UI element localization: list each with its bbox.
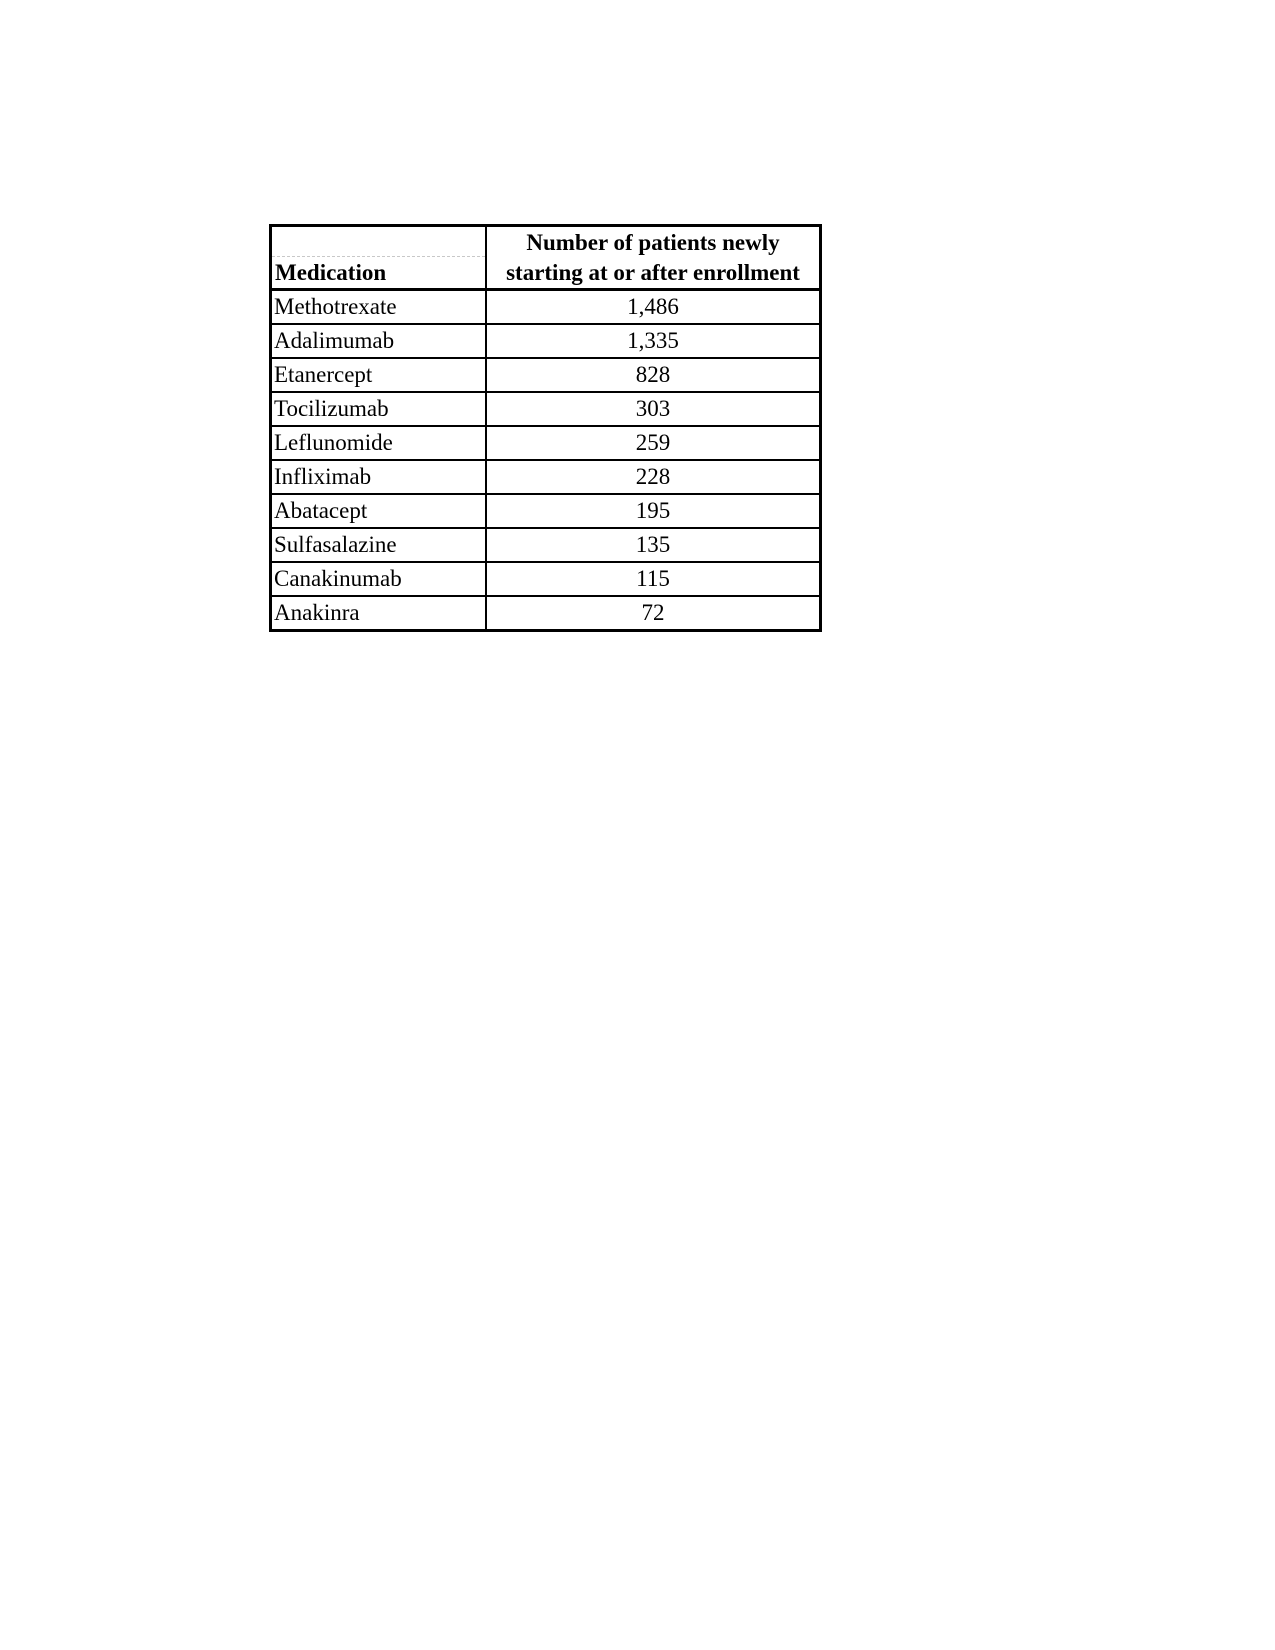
table-header	[271, 226, 821, 290]
medication-cell: Adalimumab	[271, 324, 487, 358]
count-cell: 1,486	[486, 290, 821, 325]
count-cell: 259	[486, 426, 821, 460]
header-count-line-2: starting at or after enrollment	[506, 260, 800, 285]
medication-cell: Infliximab	[271, 460, 487, 494]
count-cell: 228	[486, 460, 821, 494]
header-count-line-1: Number of patients newly	[526, 230, 780, 255]
header-patient-count	[486, 226, 821, 290]
count-cell: 303	[486, 392, 821, 426]
table-row	[271, 358, 821, 392]
count-cell: 828	[486, 358, 821, 392]
count-cell: 195	[486, 494, 821, 528]
count-cell: 115	[486, 562, 821, 596]
medication-cell: Leflunomide	[271, 426, 487, 460]
header-row	[271, 226, 821, 290]
header-medication	[271, 226, 487, 290]
table-row	[271, 562, 821, 596]
table-row	[271, 290, 821, 325]
medication-cell: Abatacept	[271, 494, 487, 528]
medication-table	[269, 224, 822, 632]
medication-cell: Methotrexate	[271, 290, 487, 325]
header-dashed-line	[272, 256, 485, 257]
medication-cell: Anakinra	[271, 596, 487, 631]
table-row	[271, 324, 821, 358]
medication-cell: Tocilizumab	[271, 392, 487, 426]
count-cell: 135	[486, 528, 821, 562]
medication-cell: Sulfasalazine	[271, 528, 487, 562]
count-cell: 72	[486, 596, 821, 631]
medication-cell: Etanercept	[271, 358, 487, 392]
table-body	[271, 290, 821, 631]
table-row	[271, 460, 821, 494]
table-row	[271, 596, 821, 631]
table-row	[271, 494, 821, 528]
medication-cell: Canakinumab	[271, 562, 487, 596]
table-row	[271, 426, 821, 460]
count-cell: 1,335	[486, 324, 821, 358]
table-row	[271, 528, 821, 562]
header-medication-label: Medication	[275, 260, 387, 285]
table-row	[271, 392, 821, 426]
